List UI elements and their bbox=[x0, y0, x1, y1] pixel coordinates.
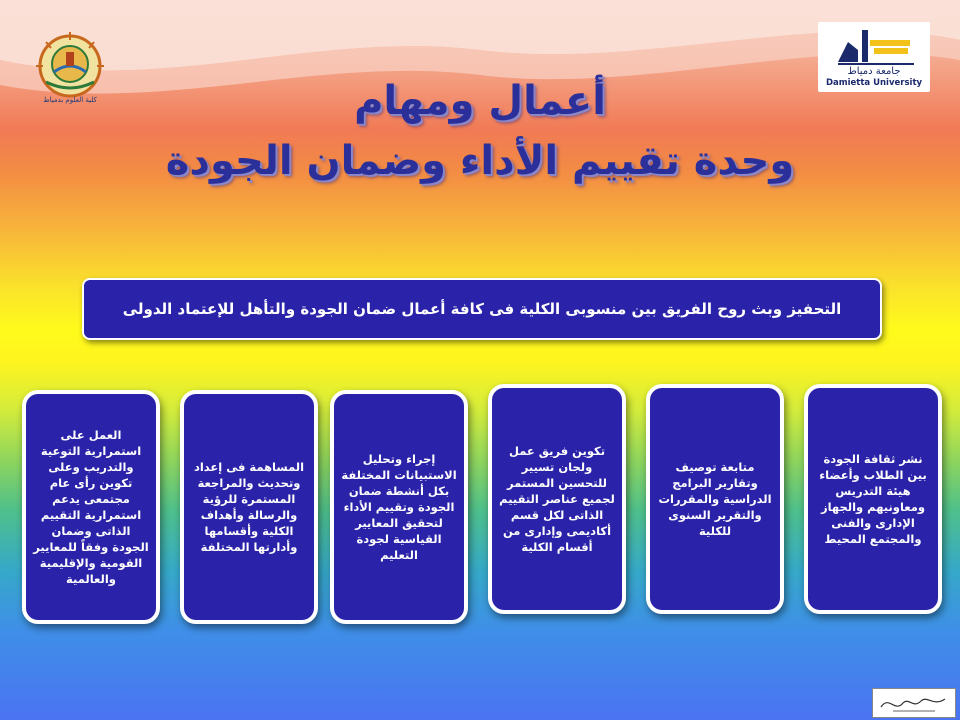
faculty-logo bbox=[32, 30, 108, 110]
task-card-6 bbox=[22, 390, 160, 624]
task-card-text: نشر ثقافة الجودة بين الطلاب وأعضاء هيئة التدريس ومعاونيهم والجهاز الإدارى والفنى والمجتمع المحيط bbox=[819, 452, 927, 546]
university-emblem-icon bbox=[818, 22, 930, 66]
task-card-text: العمل على استمرارية التوعية والتدريب وعلى تكوين رأى عام مجتمعى يدعم استمرارية التقييم الذاتى وضمان الجودة وفقاً للمعايير القومية والإقليمية والعالمية bbox=[33, 428, 149, 586]
task-card-3 bbox=[488, 384, 626, 614]
task-card-2 bbox=[646, 384, 784, 614]
task-card-1 bbox=[804, 384, 942, 614]
task-card-text: إجراء وتحليل الاستبيانات المختلفة بكل أنشطة ضمان الجودة وتقييم الأداء لتحقيق المعايير القياسية لجودة التعليم bbox=[341, 452, 457, 562]
task-card-text: تكوين فريق عمل ولجان تسيير للتحسين المستمر لجميع عناصر التقييم الذاتى لكل قسم أكاديمى وإدارى من أقسام الكلية bbox=[499, 444, 615, 554]
page-title-line2: وحدة تقييم الأداء وضمان الجودة bbox=[165, 138, 795, 184]
task-card-text: متابعة توصيف وتقارير البرامج الدراسية والمقررات والتقرير السنوى للكلية bbox=[658, 460, 772, 538]
page-title-line1: أعمال ومهام bbox=[354, 78, 606, 124]
task-card-4 bbox=[330, 390, 468, 624]
goal-banner bbox=[82, 278, 882, 340]
signature-box bbox=[872, 688, 956, 718]
university-name-arabic: جامعة دمياط bbox=[847, 66, 901, 77]
signature-scribble-icon bbox=[873, 689, 955, 717]
task-card-5 bbox=[180, 390, 318, 624]
goal-banner-text: التحفيز وبث روح الفريق بين منسوبى الكلية فى كافة أعمال ضمان الجودة والتأهل للإعتماد الدولى bbox=[122, 300, 842, 318]
task-card-text: المساهمة فى إعداد وتحديث والمراجعة المستمرة للرؤية والرسالة وأهداف الكلية وأقسامها وأدارتها المختلفة bbox=[193, 460, 305, 554]
faculty-logo-caption: كلية العلوم بدمياط bbox=[43, 96, 97, 104]
university-name-english: Damietta University bbox=[825, 78, 923, 88]
